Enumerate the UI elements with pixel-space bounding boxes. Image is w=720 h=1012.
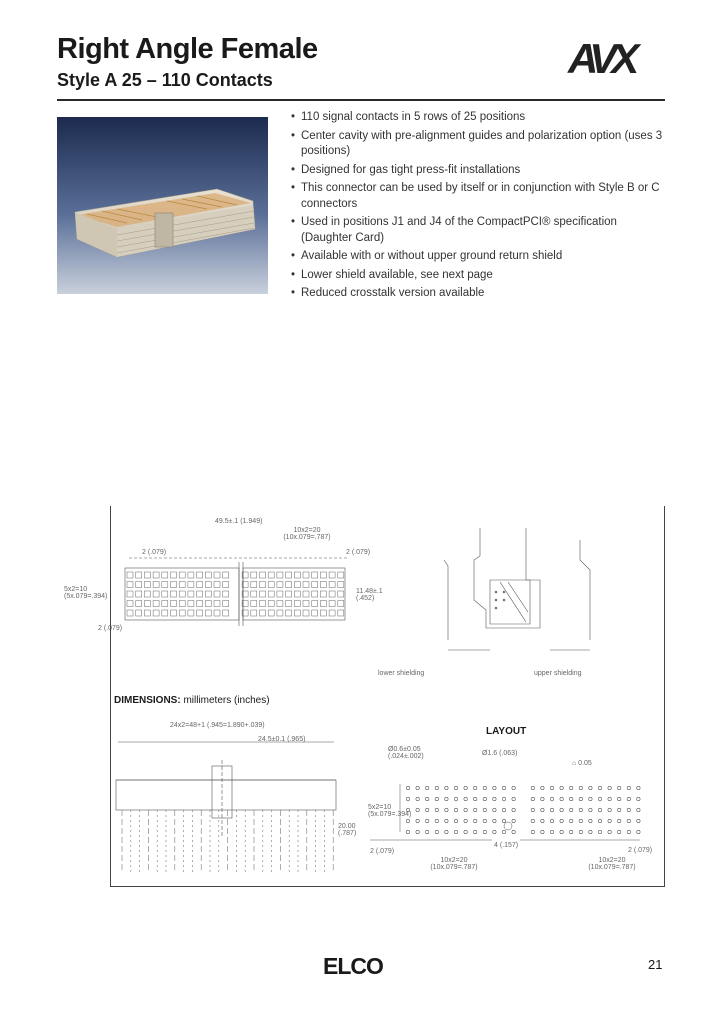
- callout-bottom-half: 24.5±0.1 (.965): [258, 736, 306, 743]
- layout-hole: [426, 808, 429, 811]
- pin-cell: [303, 591, 309, 597]
- avx-logo: [565, 38, 663, 78]
- feature-item: • This connector can be used by itself or in conjunction with Style B or C connectors: [291, 181, 665, 212]
- pin-cell: [144, 610, 150, 616]
- pin-cell: [286, 610, 292, 616]
- layout-hole: [512, 819, 515, 822]
- callout-layout-ref: Ø1.6 (.063): [482, 750, 518, 757]
- pin-cell: [260, 591, 266, 597]
- pin-cell: [286, 582, 292, 588]
- layout-hole: [464, 830, 467, 833]
- layout-hole: [541, 830, 544, 833]
- pin-cell: [251, 582, 257, 588]
- pin-cell: [294, 572, 300, 578]
- layout-hole: [598, 786, 601, 789]
- layout-hole: [464, 819, 467, 822]
- pin-cell: [268, 610, 274, 616]
- layout-hole: [493, 819, 496, 822]
- pin-cell: [144, 572, 150, 578]
- pin-cell: [223, 572, 229, 578]
- callout-bottom-length: 24x2=48+1 (.945=1.890+.039): [170, 722, 265, 729]
- layout-hole: [416, 819, 419, 822]
- layout-hole: [502, 819, 505, 822]
- layout-hole: [541, 808, 544, 811]
- pin-cell: [214, 582, 220, 588]
- pin-cell: [268, 591, 274, 597]
- pin-cell: [338, 591, 344, 597]
- layout-hole: [570, 808, 573, 811]
- layout-hole: [445, 819, 448, 822]
- page-number: 21: [648, 957, 663, 972]
- pin-cell: [312, 610, 318, 616]
- callout-pitch-left: 2 (.079): [142, 549, 167, 556]
- pin-cell: [162, 610, 168, 616]
- layout-hole: [608, 808, 611, 811]
- pin-cell: [188, 572, 194, 578]
- pin-cell: [162, 572, 168, 578]
- pin-cell: [127, 601, 133, 607]
- layout-hole: [483, 830, 486, 833]
- layout-hole: [502, 808, 505, 811]
- pin-cell: [312, 601, 318, 607]
- layout-hole: [618, 830, 621, 833]
- layout-hole: [464, 797, 467, 800]
- layout-hole: [474, 786, 477, 789]
- pin-cell: [260, 582, 266, 588]
- pin-cell: [286, 591, 292, 597]
- pin-cell: [214, 572, 220, 578]
- pin-cell: [171, 582, 177, 588]
- pin-cell: [162, 591, 168, 597]
- bottom-view-drawing: [112, 740, 347, 880]
- layout-hole: [502, 830, 505, 833]
- layout-hole: [454, 819, 457, 822]
- pin-cell: [303, 610, 309, 616]
- layout-hole: [406, 797, 409, 800]
- layout-hole: [627, 797, 630, 800]
- layout-hole: [560, 808, 563, 811]
- pin-cell: [162, 601, 168, 607]
- layout-hole: [637, 830, 640, 833]
- pin-cell: [329, 591, 335, 597]
- side-view-drawing: [430, 520, 620, 660]
- layout-hole: [474, 819, 477, 822]
- pin-cell: [294, 582, 300, 588]
- pin-cell: [188, 610, 194, 616]
- layout-hole: [416, 786, 419, 789]
- pin-cell: [205, 572, 211, 578]
- header-rule: [57, 99, 665, 101]
- layout-hole: [483, 819, 486, 822]
- pin-cell: [197, 572, 203, 578]
- pin-cell: [251, 572, 257, 578]
- feature-list: [291, 110, 665, 305]
- pin-cell: [171, 610, 177, 616]
- layout-hole: [474, 830, 477, 833]
- layout-hole: [579, 808, 582, 811]
- page-subtitle: Style A 25 – 110 Contacts: [57, 70, 273, 90]
- layout-hole: [598, 830, 601, 833]
- layout-hole: [483, 797, 486, 800]
- layout-hole: [512, 808, 515, 811]
- callout-bottom-height: 20.00 (.787): [338, 823, 357, 837]
- pin-cell: [136, 591, 142, 597]
- layout-hole: [637, 797, 640, 800]
- pin-cell: [153, 610, 159, 616]
- layout-hole: [454, 797, 457, 800]
- layout-hole: [550, 797, 553, 800]
- feature-item: • 110 signal contacts in 5 rows of 25 positions: [291, 110, 665, 126]
- pin-cell: [179, 572, 185, 578]
- layout-hole: [589, 819, 592, 822]
- layout-hole: [541, 819, 544, 822]
- layout-hole: [618, 808, 621, 811]
- layout-hole: [435, 797, 438, 800]
- pin-cell: [153, 582, 159, 588]
- pin-cell: [188, 591, 194, 597]
- pin-cell: [277, 582, 283, 588]
- pin-cell: [136, 572, 142, 578]
- callout-layout-hole: Ø0.6±0.05 (.024±.002): [388, 746, 424, 760]
- pin-cell: [338, 601, 344, 607]
- pin-cell: [320, 601, 326, 607]
- pin-cell: [197, 591, 203, 597]
- pin-cell: [153, 572, 159, 578]
- pin-cell: [329, 582, 335, 588]
- layout-hole: [512, 830, 515, 833]
- layout-hole: [570, 819, 573, 822]
- layout-hole: [464, 808, 467, 811]
- pin-cell: [329, 572, 335, 578]
- layout-hole: [454, 808, 457, 811]
- layout-hole: [570, 797, 573, 800]
- pin-cell: [171, 601, 177, 607]
- pin-cell: [303, 582, 309, 588]
- layout-hole: [435, 808, 438, 811]
- pin-cell: [338, 572, 344, 578]
- feature-item: • Center cavity with pre-alignment guides and polarization option (uses 3 positions): [291, 129, 665, 160]
- pin-cell: [171, 591, 177, 597]
- callout-layout-center: 4 (.157): [494, 842, 519, 849]
- layout-hole: [589, 830, 592, 833]
- callout-upper-shield: upper shielding: [534, 670, 582, 677]
- layout-hole: [531, 808, 534, 811]
- pin-cell: [144, 582, 150, 588]
- pin-cell: [214, 610, 220, 616]
- pin-cell: [312, 582, 318, 588]
- layout-hole: [579, 786, 582, 789]
- layout-hole: [589, 786, 592, 789]
- layout-hole: [560, 819, 563, 822]
- pin-cell: [197, 610, 203, 616]
- layout-hole: [406, 786, 409, 789]
- layout-hole: [541, 797, 544, 800]
- layout-hole: [598, 797, 601, 800]
- layout-hole: [570, 830, 573, 833]
- page-title: Right Angle Female: [57, 33, 318, 65]
- callout-overall-length: 49.5±.1 (1.949): [215, 518, 263, 525]
- pin-cell: [312, 591, 318, 597]
- layout-hole: [579, 797, 582, 800]
- pin-cell: [329, 601, 335, 607]
- layout-hole: [608, 797, 611, 800]
- pin-cell: [294, 610, 300, 616]
- pin-cell: [251, 610, 257, 616]
- callout-layout-left: 10x2=20 (10x.079=.787): [430, 857, 478, 871]
- pin-cell: [260, 572, 266, 578]
- pin-cell: [179, 591, 185, 597]
- layout-hole: [579, 819, 582, 822]
- layout-hole: [550, 819, 553, 822]
- pin-cell: [320, 610, 326, 616]
- pin-cell: [136, 601, 142, 607]
- callout-height: 11.48±.1 (.452): [356, 588, 383, 602]
- layout-hole: [531, 786, 534, 789]
- pin-cell: [214, 601, 220, 607]
- layout-hole: [445, 786, 448, 789]
- pin-cell: [268, 572, 274, 578]
- callout-pitch-side: 2 (.079): [98, 625, 123, 632]
- pin-cell: [223, 591, 229, 597]
- callout-lower-shield: lower shielding: [378, 670, 425, 677]
- pin-cell: [268, 582, 274, 588]
- callout-layout-pitch: 2 (.079): [370, 848, 395, 855]
- pin-cell: [136, 610, 142, 616]
- pin-cell: [179, 601, 185, 607]
- callout-layout-flat: ⌂ 0.05: [572, 760, 592, 767]
- layout-hole: [550, 830, 553, 833]
- pin-cell: [312, 572, 318, 578]
- layout-hole: [435, 819, 438, 822]
- pin-cell: [277, 601, 283, 607]
- pin-cell: [153, 591, 159, 597]
- pin-cell: [251, 591, 257, 597]
- pin-cell: [277, 591, 283, 597]
- pin-cell: [162, 582, 168, 588]
- pin-cell: [294, 591, 300, 597]
- pin-cell: [205, 610, 211, 616]
- layout-hole: [426, 786, 429, 789]
- pin-cell: [153, 601, 159, 607]
- layout-hole: [589, 797, 592, 800]
- layout-hole: [608, 830, 611, 833]
- layout-hole: [627, 786, 630, 789]
- feature-item: • Used in positions J1 and J4 of the CompactPCI® specification (Daughter Card): [291, 215, 665, 246]
- pin-cell: [127, 572, 133, 578]
- layout-hole: [531, 819, 534, 822]
- layout-hole: [406, 819, 409, 822]
- layout-hole: [560, 786, 563, 789]
- layout-hole: [445, 830, 448, 833]
- layout-hole: [416, 808, 419, 811]
- layout-hole: [598, 819, 601, 822]
- pin-cell: [223, 610, 229, 616]
- pin-cell: [277, 610, 283, 616]
- callout-layout-rows: 5x2=10 (5x.079=.394): [368, 804, 412, 818]
- pin-cell: [127, 610, 133, 616]
- layout-hole: [618, 797, 621, 800]
- pin-cell: [329, 610, 335, 616]
- layout-hole: [608, 786, 611, 789]
- dimensions-heading: DIMENSIONS:: [114, 695, 181, 706]
- pin-cell: [260, 610, 266, 616]
- feature-item: • Reduced crosstalk version available: [291, 286, 665, 302]
- pin-cell: [171, 572, 177, 578]
- layout-hole: [560, 797, 563, 800]
- layout-hole: [406, 830, 409, 833]
- callout-layout-pitch-right: 2 (.079): [628, 847, 653, 854]
- dimensions-label: [114, 695, 270, 706]
- pin-cell: [320, 591, 326, 597]
- pin-cell: [277, 572, 283, 578]
- layout-hole: [512, 786, 515, 789]
- pin-cell: [303, 572, 309, 578]
- layout-hole: [493, 830, 496, 833]
- layout-hole: [435, 786, 438, 789]
- pin-cell: [286, 572, 292, 578]
- layout-hole: [435, 830, 438, 833]
- layout-hole: [416, 830, 419, 833]
- pin-cell: [294, 601, 300, 607]
- layout-hole: [493, 797, 496, 800]
- pin-cell: [205, 601, 211, 607]
- pin-cell: [188, 582, 194, 588]
- layout-hole: [426, 797, 429, 800]
- layout-hole: [627, 808, 630, 811]
- layout-hole: [474, 797, 477, 800]
- layout-hole: [541, 786, 544, 789]
- feature-item: • Available with or without upper ground return shield: [291, 249, 665, 265]
- pin-cell: [286, 601, 292, 607]
- dimensions-units: millimeters (inches): [183, 695, 270, 706]
- elco-logo: ELCO: [323, 953, 383, 979]
- layout-hole: [483, 808, 486, 811]
- layout-hole: [550, 786, 553, 789]
- pin-cell: [197, 601, 203, 607]
- layout-hole: [531, 797, 534, 800]
- pin-cell: [144, 601, 150, 607]
- layout-hole: [570, 786, 573, 789]
- layout-hole: [618, 819, 621, 822]
- layout-hole: [454, 786, 457, 789]
- layout-hole: [579, 830, 582, 833]
- layout-hole: [598, 808, 601, 811]
- callout-half-length: 10x2=20 (10x.079=.787): [283, 527, 331, 541]
- layout-hole: [426, 830, 429, 833]
- pin-cell: [179, 610, 185, 616]
- layout-hole: [512, 797, 515, 800]
- avx-logo-text: AVX: [568, 38, 634, 78]
- callout-layout-right: 10x2=20 (10x.079=.787): [588, 857, 636, 871]
- pin-cell: [338, 582, 344, 588]
- layout-hole: [589, 808, 592, 811]
- layout-hole: [464, 786, 467, 789]
- pin-cell: [320, 572, 326, 578]
- pin-cell: [223, 601, 229, 607]
- layout-hole: [637, 819, 640, 822]
- layout-hole: [483, 786, 486, 789]
- layout-hole: [493, 786, 496, 789]
- layout-hole: [445, 808, 448, 811]
- layout-hole: [550, 808, 553, 811]
- callout-pitch-right: 2 (.079): [346, 549, 371, 556]
- layout-hole: [454, 830, 457, 833]
- pin-cell: [127, 582, 133, 588]
- layout-hole: [493, 808, 496, 811]
- pin-cell: [205, 591, 211, 597]
- layout-hole: [502, 797, 505, 800]
- layout-hole: [627, 819, 630, 822]
- layout-label: LAYOUT: [486, 726, 527, 737]
- layout-hole: [426, 819, 429, 822]
- layout-hole: [531, 830, 534, 833]
- layout-hole: [474, 808, 477, 811]
- pin-cell: [144, 591, 150, 597]
- pin-cell: [136, 582, 142, 588]
- pin-cell: [338, 610, 344, 616]
- callout-row-span: 5x2=10 (5x.079=.394): [64, 586, 108, 600]
- layout-hole: [618, 786, 621, 789]
- layout-hole: [445, 797, 448, 800]
- connector-photo: [57, 117, 268, 294]
- layout-hole: [637, 808, 640, 811]
- pin-cell: [127, 591, 133, 597]
- pin-cell: [251, 601, 257, 607]
- pin-cell: [197, 582, 203, 588]
- pin-cell: [214, 591, 220, 597]
- pin-cell: [188, 601, 194, 607]
- layout-hole: [637, 786, 640, 789]
- layout-hole: [608, 819, 611, 822]
- pin-cell: [260, 601, 266, 607]
- layout-hole: [627, 830, 630, 833]
- layout-hole: [416, 797, 419, 800]
- feature-item: • Designed for gas tight press-fit installations: [291, 163, 665, 179]
- layout-hole: [502, 786, 505, 789]
- pin-cell: [205, 582, 211, 588]
- pin-cell: [179, 582, 185, 588]
- pin-cell: [320, 582, 326, 588]
- pin-cell: [268, 601, 274, 607]
- pin-cell: [223, 582, 229, 588]
- pin-cell: [303, 601, 309, 607]
- feature-item: • Lower shield available, see next page: [291, 268, 665, 284]
- layout-hole: [560, 830, 563, 833]
